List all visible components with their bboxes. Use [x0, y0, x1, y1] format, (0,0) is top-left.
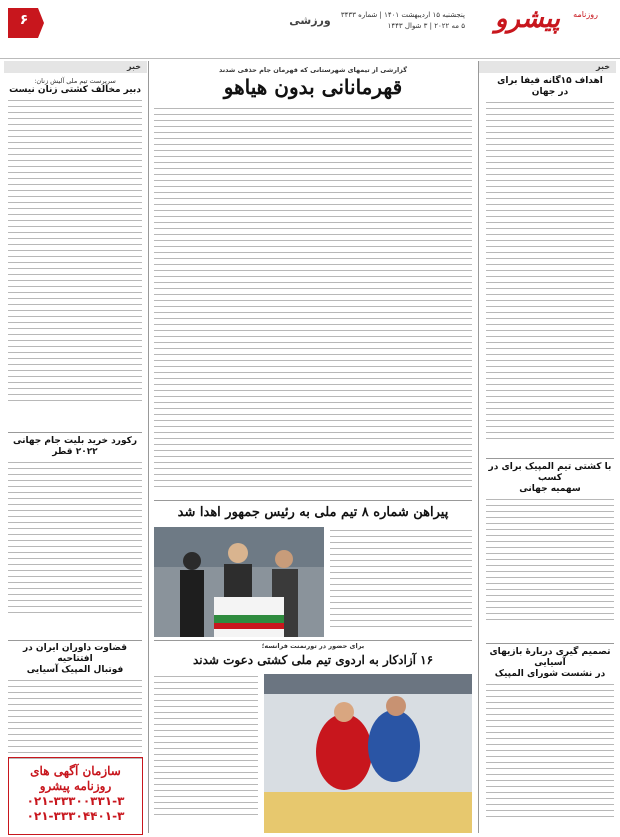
wrestling-photo — [264, 674, 472, 833]
section-title: ورزشی — [289, 14, 331, 27]
right-column-divider — [478, 61, 479, 833]
left-column-divider — [148, 61, 149, 833]
center-top-body — [154, 108, 472, 492]
left-article-1-body — [8, 100, 142, 401]
right-article-1-title: اهداف ۱۵گانه فیفا برای در جهان — [497, 76, 603, 97]
center-top-title: قهرمانانی بدون هیاهو — [223, 75, 403, 99]
right-article-3-title: تصمیم گیری دربارهٔ بازیهای آسیایی در نشست شورای المپیک — [489, 647, 611, 679]
center-top-headline — [154, 66, 472, 100]
advertising-box — [8, 757, 143, 835]
left-article-3-body — [8, 680, 142, 759]
left-article-3-title: قضاوت داوران ایران در افتتاحیه فوتبال المپیک آسیایی — [22, 643, 128, 675]
ad-phone-1: ۰۲۱-۳۳۳۰۰۳۳۱-۳ — [26, 794, 125, 808]
masthead — [0, 0, 620, 59]
center-divider-2 — [154, 640, 472, 641]
right-article-1-body — [486, 102, 614, 439]
left-article-2-title: رکورد خرید بلیت جام جهانی ۲۰۲۲ قطر — [12, 436, 138, 457]
left-column-head: خبر — [4, 61, 147, 73]
right-article-2 — [486, 462, 614, 625]
date-line-1: پنجشنبه ۱۵ اردیبهشت ۱۴۰۱ | شماره ۳۴۳۳ — [340, 11, 465, 19]
center-bottom-body — [154, 676, 258, 820]
center-bottom-kicker: برای حضور در تورنمنت فرانسه؛ — [261, 642, 365, 650]
left-divider-2 — [8, 640, 142, 641]
center-mid-title: پیراهن شماره ۸ تیم ملی به رئیس جمهور اهدا شد — [177, 505, 449, 520]
wrestling-photo-illustration — [264, 674, 472, 833]
logo-subtitle: روزنامه — [573, 10, 598, 19]
left-article-1-kicker: سرپرست تیم ملی آلیش زنان: — [34, 77, 116, 85]
logo-text: پیشرو — [494, 4, 560, 34]
left-article-1 — [8, 77, 142, 406]
right-article-3 — [486, 647, 614, 822]
page-number-badge — [4, 4, 44, 44]
center-mid-body — [330, 530, 472, 632]
right-article-2-body — [486, 499, 614, 620]
right-article-3-body — [486, 684, 614, 817]
left-article-3 — [8, 643, 142, 764]
right-article-1 — [486, 76, 614, 444]
left-divider-1 — [8, 432, 142, 433]
center-divider-1 — [154, 500, 472, 501]
right-divider-1 — [486, 458, 614, 459]
left-article-2-body — [8, 462, 142, 613]
ad-title: سازمان آگهی های روزنامه پیشرو — [30, 764, 121, 793]
date-line-2: ۵ مه ۲۰۲۲ | ۳ شوال ۱۴۴۳ — [387, 22, 465, 30]
center-bottom-title: ۱۶ آزادکار به اردوی تیم ملی کشتی دعوت شدند — [192, 653, 434, 667]
left-article-1-title: دبیر مخالف کشتی زنان نیست — [9, 85, 141, 95]
ceremony-photo-illustration — [154, 527, 324, 637]
right-article-2-title: با کشتی تیم المپیک برای در کسب سهمیه جهانی — [488, 462, 612, 494]
right-column-head: خبر — [479, 61, 616, 73]
page-number: ۶ — [19, 12, 29, 28]
center-top-kicker: گزارشی از تیمهای شهرستانی که قهرمان جام حذفی شدند — [218, 66, 408, 74]
left-article-2 — [8, 436, 142, 618]
ad-phone-2: ۰۲۱-۳۳۳۰۴۴۰۱-۳ — [26, 809, 125, 823]
president-jersey-photo — [154, 527, 324, 637]
right-divider-2 — [486, 643, 614, 644]
